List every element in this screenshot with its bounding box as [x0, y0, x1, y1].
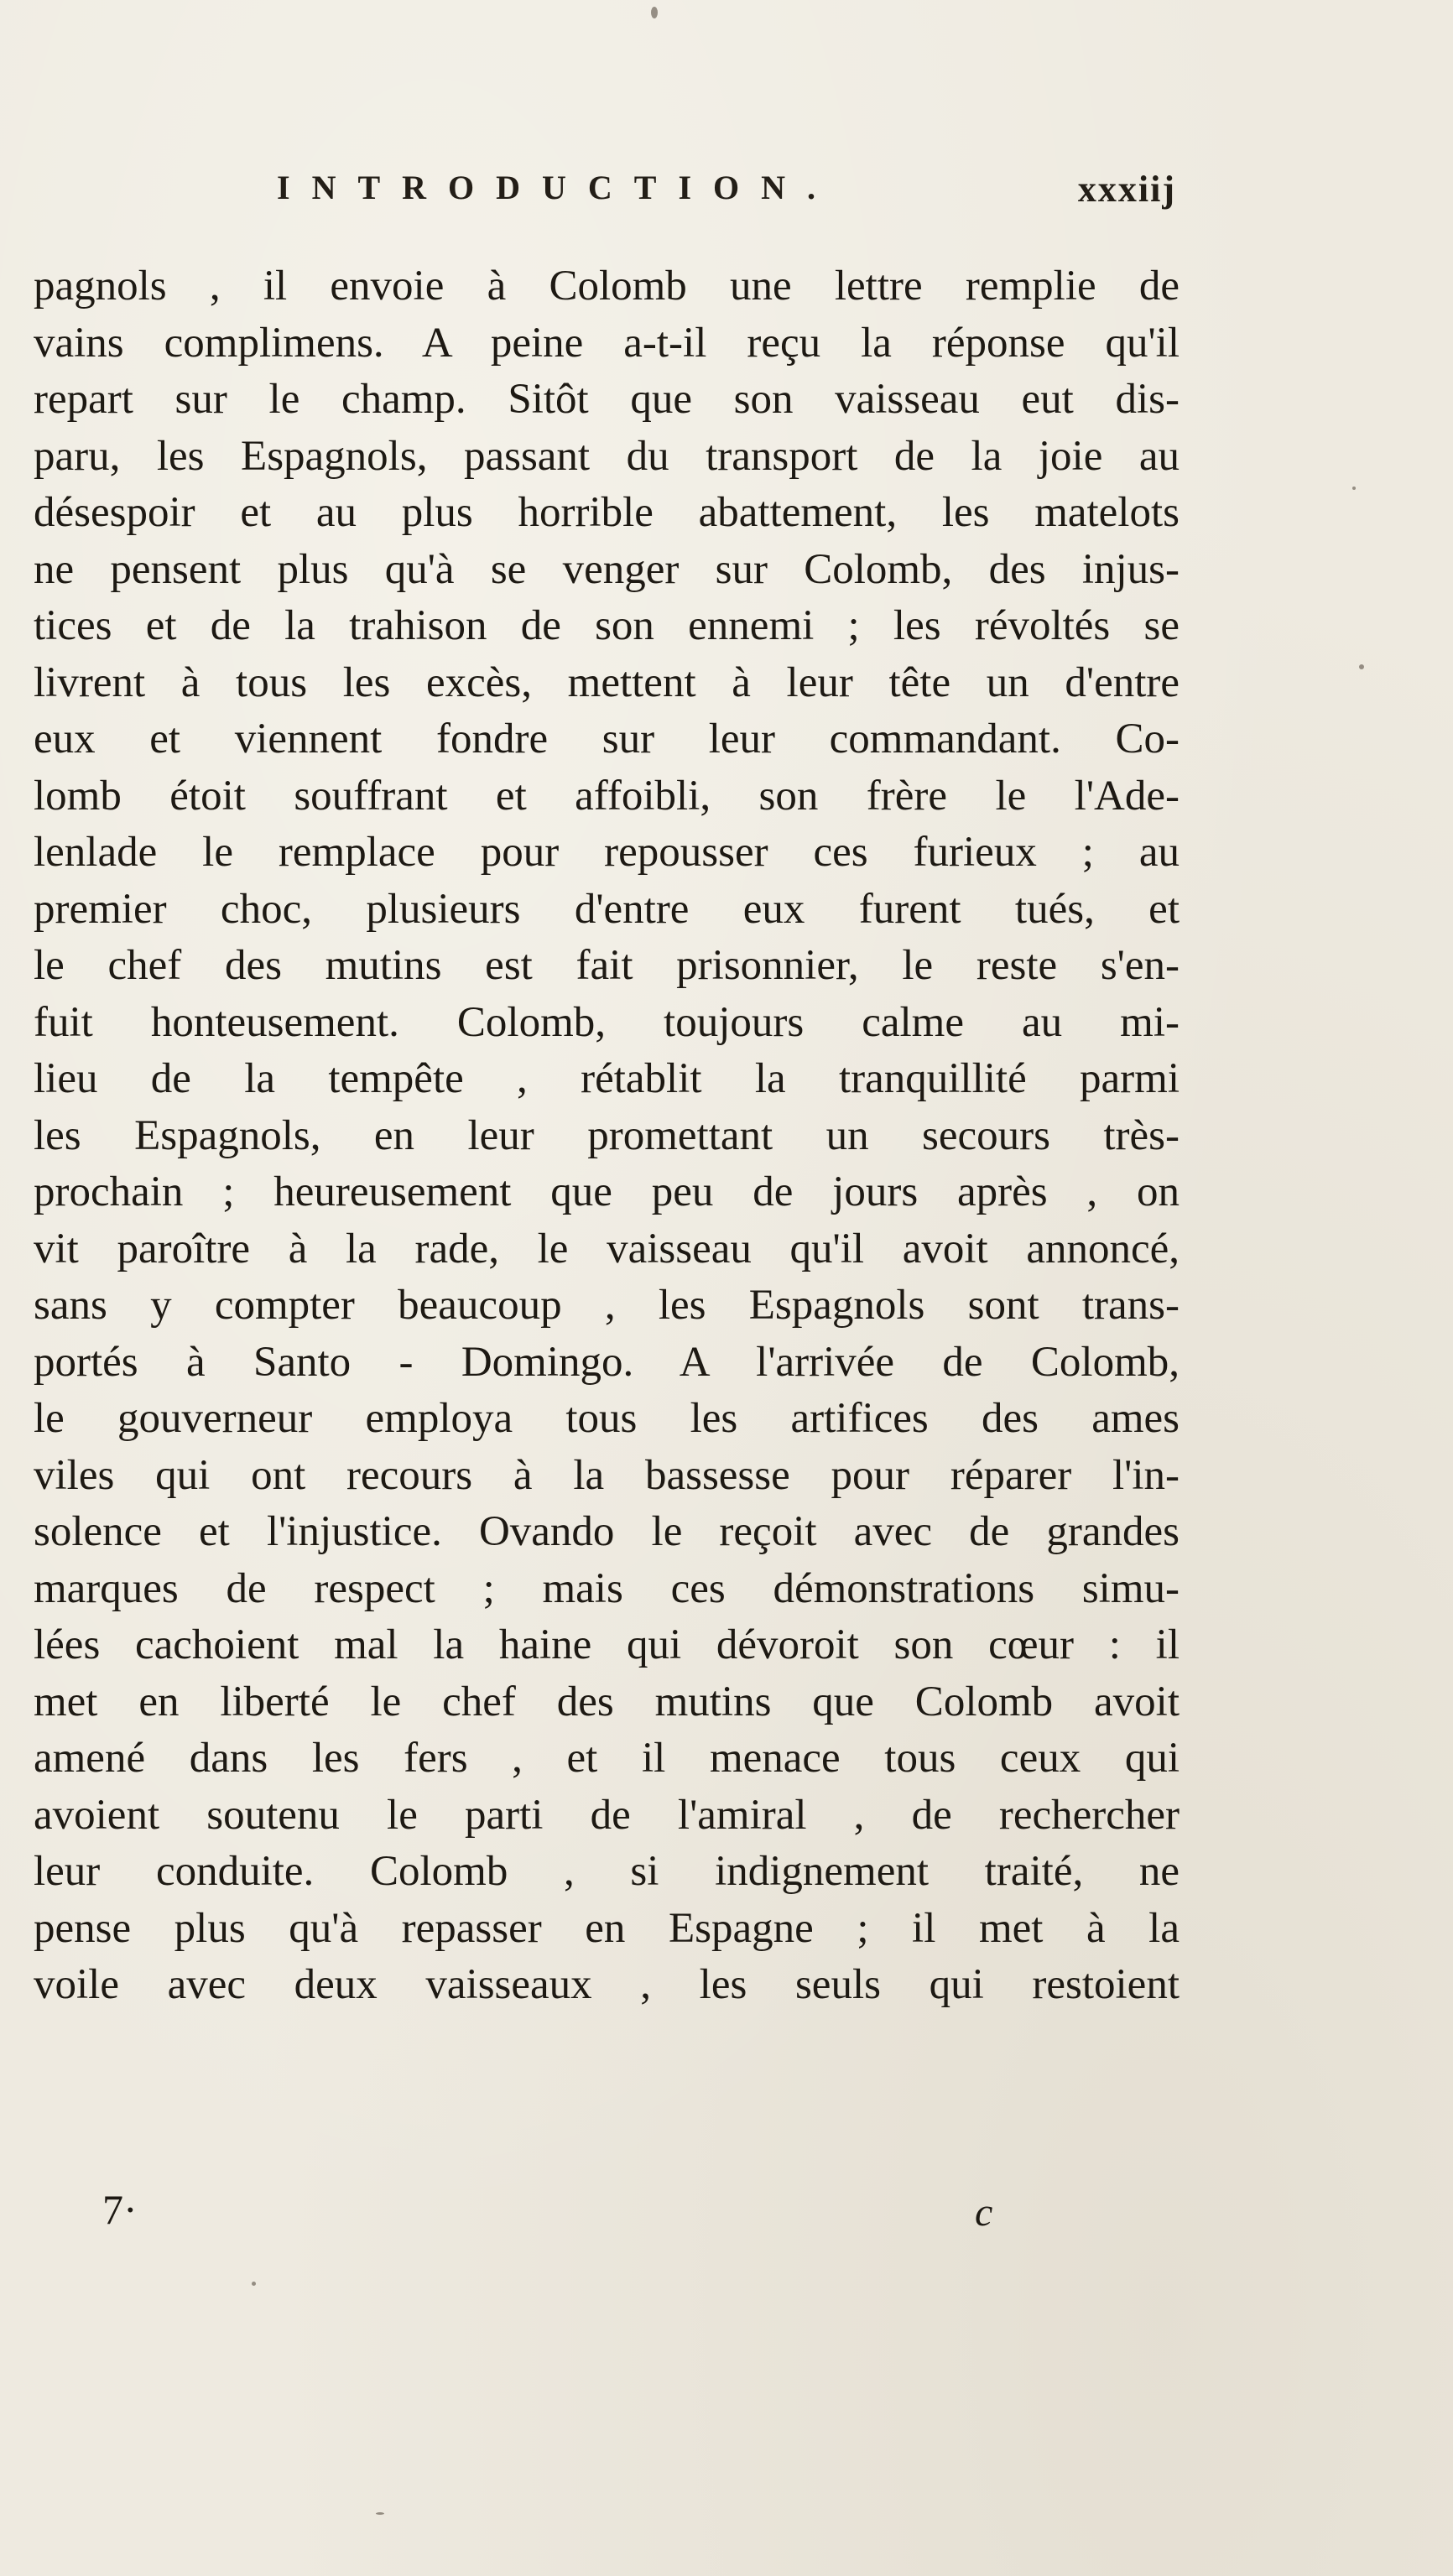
text-line: viles qui ont recours à la bassesse pour réparer l'in-	[34, 1451, 1180, 1499]
paper-speck	[1359, 664, 1364, 669]
text-line: vains complimens. A peine a-t-il reçu la réponse qu'il	[34, 319, 1180, 367]
text-line: le gouverneur employa tous les artifices des ames	[34, 1395, 1180, 1442]
text-line: repart sur le champ. Sitôt que son vaisseau eut dis-	[34, 376, 1180, 423]
text-line: paru, les Espagnols, passant du transport de la joie au	[34, 432, 1180, 480]
text-line: lieu de la tempête , rétablit la tranquillité parmi	[34, 1055, 1180, 1102]
text-line: lées cachoient mal la haine qui dévoroit son cœur : il	[34, 1621, 1180, 1668]
text-line: le chef des mutins est fait prisonnier, le reste s'en-	[34, 942, 1180, 989]
text-line: portés à Santo - Domingo. A l'arrivée de Colomb,	[34, 1338, 1180, 1386]
text-line: fuit honteusement. Colomb, toujours calme au mi-	[34, 998, 1180, 1046]
text-line: les Espagnols, en leur promettant un secours très-	[34, 1111, 1180, 1159]
text-line: pagnols , il envoie à Colomb une lettre remplie de	[34, 263, 1180, 310]
text-line: lenlade le remplace pour repousser ces furieux ; au	[34, 829, 1180, 876]
text-line: tices et de la trahison de son ennemi ; les révoltés se	[34, 602, 1180, 649]
text-line: ne pensent plus qu'à se venger sur Colomb, des injus-	[34, 545, 1180, 593]
catchword: c	[975, 2190, 993, 2235]
text-line: eux et viennent fondre sur leur commandant. Co-	[34, 716, 1180, 762]
body-text	[34, 258, 1180, 2014]
text-line: marques de respect ; mais ces démonstrations simu-	[34, 1564, 1180, 1612]
text-line: met en liberté le chef des mutins que Colomb avoit	[34, 1678, 1180, 1725]
text-line: voile avec deux vaisseaux , les seuls qui restoient	[34, 1961, 1180, 2008]
paper-speck	[651, 7, 658, 18]
text-line: lomb étoit souffrant et affoibli, son frère le l'Ade-	[34, 772, 1180, 820]
paper-speck	[376, 2512, 384, 2515]
text-line: pense plus qu'à repasser en Espagne ; il met à la	[34, 1904, 1180, 1952]
text-line: avoient soutenu le parti de l'amiral , de rechercher	[34, 1791, 1180, 1839]
text-line: désespoir et au plus horrible abattement, les matelots	[34, 489, 1180, 536]
running-head	[277, 168, 1176, 218]
paper-speck	[1352, 487, 1356, 490]
text-line: livrent à tous les excès, mettent à leur tête un d'entre	[34, 658, 1180, 706]
paper-speck	[252, 2282, 256, 2286]
text-line: amené dans les fers , et il menace tous ceux qui	[34, 1735, 1180, 1782]
text-line: sans y compter beaucoup , les Espagnols sont trans-	[34, 1282, 1180, 1329]
signature-mark: 7·	[102, 2186, 138, 2233]
text-line: prochain ; heureusement que peu de jours après , on	[34, 1168, 1180, 1215]
page-number: xxxiij	[1077, 169, 1176, 210]
running-title: INTRODUCTION.	[277, 169, 838, 206]
text-line: solence et l'injustice. Ovando le reçoit avec de grandes	[34, 1508, 1180, 1555]
text-line: vit paroître à la rade, le vaisseau qu'il avoit annoncé,	[34, 1225, 1180, 1272]
text-line: premier choc, plusieurs d'entre eux furent tués, et	[34, 885, 1180, 933]
text-line: leur conduite. Colomb , si indignement traité, ne	[34, 1848, 1180, 1895]
